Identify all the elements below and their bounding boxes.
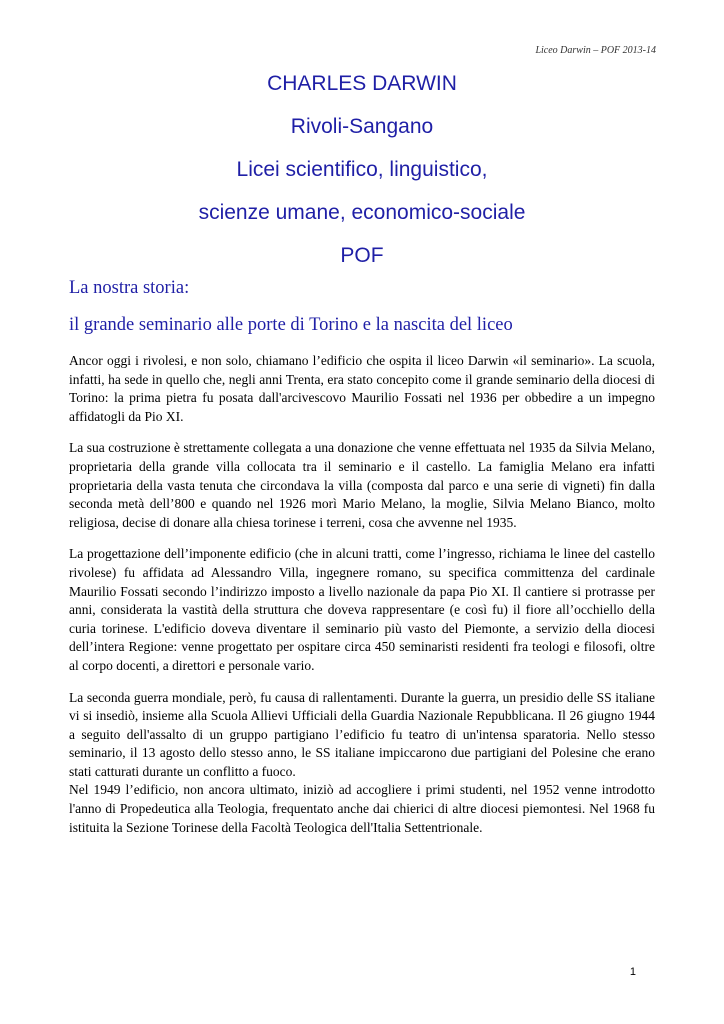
title-licei-line-2: scienze umane, economico-sociale [198, 201, 526, 224]
page-number: 1 [629, 966, 636, 978]
body-text [69, 352, 655, 850]
paragraph-1: Ancor oggi i rivolesi, e non solo, chiamano l’edificio che ospita il liceo Darwin «il seminario». La scuola, infatti, ha sede in quello che, negli anni Trenta, era stato concepito come il grande seminario della diocesi di Torino: la prima pietra fu posata dall'arcivescovo Maurilio Fossati nel 1936 per obbedire a un impegno affidatogli da Pio XI. [69, 353, 655, 424]
title-location: Rivoli-Sangano [290, 115, 434, 138]
title-pof: POF [340, 244, 384, 267]
paragraph-4: La seconda guerra mondiale, però, fu causa di rallentamenti. Durante la guerra, un presidio delle SS italiane vi si insediò, insieme alla Scuola Allievi Ufficiali della Guardia Nazionale Repubblicana. Il 26 giugno 1944 a seguito dell'assalto di un gruppo partigiano l’edificio fu teatro di un'intensa sparatoria. Nello stesso seminario, il 13 agosto dello stesso anno, le SS italiane impiccarono due partigiani del Polesine che erano stati catturati durante un conflitto a fuoco. [69, 689, 655, 779]
running-header: Liceo Darwin – POF 2013-14 [535, 45, 656, 56]
paragraph-5: Nel 1949 l’edificio, non ancora ultimato, iniziò ad accogliere i primi studenti, nel 1952 venne introdotto l'anno di Propedeutica alla Teologia, frequentato anche dai chierici di altre diocesi piemontesi. Nel 1968 fu istituita la Sezione Torinese della Facoltà Teologica dell'Italia Settentrionale. [69, 782, 655, 835]
section-subheading: il grande seminario alle porte di Torino e la nascita del liceo [69, 315, 513, 335]
title-school-name: CHARLES DARWIN [267, 72, 457, 95]
paragraph-2: La sua costruzione è strettamente collegata a una donazione che venne effettuata nel 1935 da Silvia Melano, proprietaria della grande villa collocata tra il seminario e il castello. La famiglia Melano era infatti proprietaria della vasta tenuta che circondava la villa (composta dal parco e una serie di vigneti) fin dalla seconda metà dell’800 e quando nel 1926 morì Mario Melano, la moglie, Silvia Melano Bianco, molto religiosa, decise di donare alla chiesa torinese i terreni, cosa che avvenne nel 1935. [69, 440, 655, 530]
title-licei-line-1: Licei scientifico, linguistico, [236, 158, 488, 181]
title-block [0, 62, 724, 277]
paragraph-3: La progettazione dell’imponente edificio (che in alcuni tratti, come l’ingresso, richiama le linee del castello rivolese) fu affidata ad Alessandro Villa, ingegnere romano, su specifica committenza del cardinale Maurilio Fossati secondo l’indirizzo imposto a livello nazionale da papa Pio XI. Il cantiere si protrasse per anni, considerata la vastità della struttura che doveva rappresentare (e così fu) il fiore all’occhiello della curia torinese. L'edificio doveva diventare il seminario più vasto del Piemonte, a servizio della diocesi dell’intera Regione: venne progettato per ospitare circa 450 seminaristi residenti fra teologi e filosofi, oltre al corpo docenti, a direttori e personale vario. [69, 546, 655, 673]
section-heading: La nostra storia: [69, 278, 190, 298]
